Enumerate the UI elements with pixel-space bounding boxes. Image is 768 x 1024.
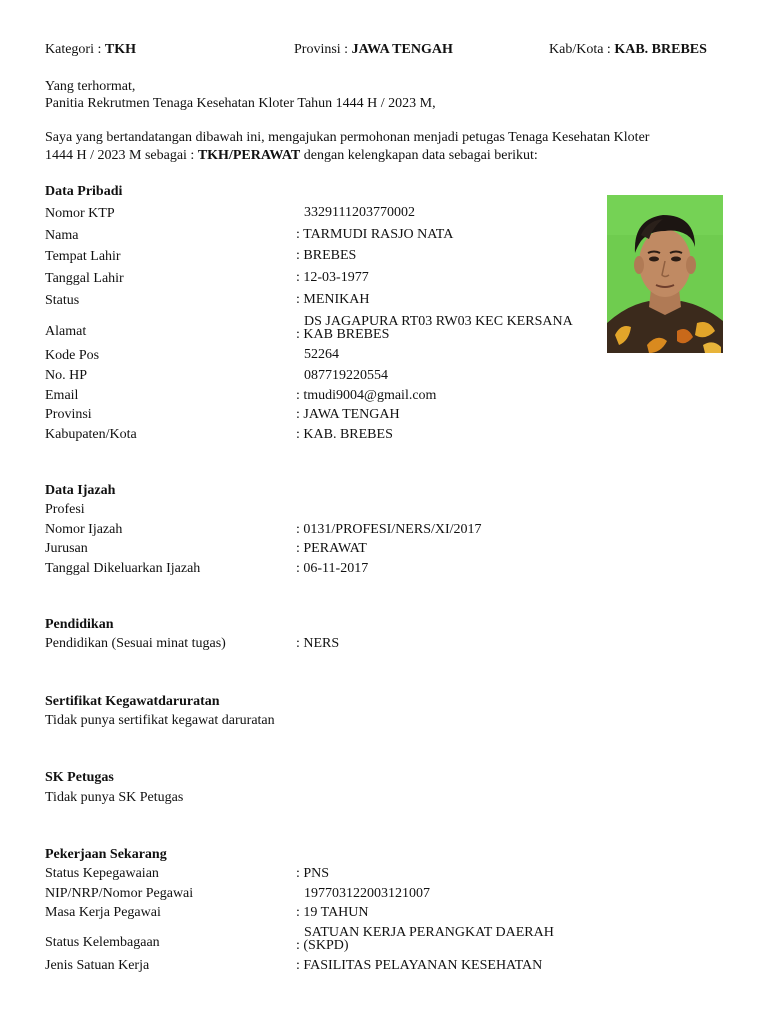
intro-role: TKH/PERAWAT	[197, 148, 301, 163]
section-title-sk-petugas: SK Petugas	[45, 770, 114, 785]
value-alamat-line2: : KAB BREBES	[296, 327, 390, 342]
value-jurusan: : PERAWAT	[296, 541, 367, 556]
label-pendidikan: Pendidikan (Sesuai minat tugas)	[45, 636, 226, 651]
label-nip: NIP/NRP/Nomor Pegawai	[45, 886, 194, 901]
section-title-data-ijazah: Data Ijazah	[45, 483, 116, 498]
value-nip: 197703122003121007	[304, 886, 430, 901]
value-status-kelembagaan-line2: : (SKPD)	[296, 938, 349, 953]
label-status-kepegawaian: Status Kepegawaian	[45, 866, 159, 881]
intro-line2-suffix: dengan kelengkapan data sebagai berikut:	[300, 148, 538, 163]
kategori-value: TKH	[104, 42, 136, 57]
kategori-label: Kategori :	[45, 42, 105, 57]
kabkota-value: KAB. BREBES	[614, 42, 707, 57]
section-title-pendidikan: Pendidikan	[45, 617, 114, 632]
value-status-kepegawaian: : PNS	[296, 866, 330, 881]
label-jurusan: Jurusan	[45, 541, 88, 556]
label-kabupaten: Kabupaten/Kota	[45, 427, 137, 442]
value-provinsi: : JAWA TENGAH	[296, 407, 400, 422]
kabkota-label: Kab/Kota :	[549, 42, 615, 57]
label-provinsi: Provinsi	[45, 407, 92, 422]
label-tanggal-ijazah: Tanggal Dikeluarkan Ijazah	[45, 561, 201, 576]
label-tempat-lahir: Tempat Lahir	[45, 249, 121, 264]
salutation-line2: Panitia Rekrutmen Tenaga Kesehatan Kloter Tahun 1444 H / 2023 M,	[45, 96, 436, 111]
section-title-sertifikat: Sertifikat Kegawatdaruratan	[45, 694, 220, 709]
value-nama: : TARMUDI RASJO NATA	[296, 227, 454, 242]
intro-line2-prefix: 1444 H / 2023 M sebagai :	[45, 148, 198, 163]
label-nomor-ktp: Nomor KTP	[45, 206, 115, 221]
label-profesi: Profesi	[45, 502, 85, 517]
header-provinsi	[294, 42, 453, 58]
header-kategori	[45, 42, 136, 58]
value-tempat-lahir: : BREBES	[296, 248, 357, 263]
provinsi-value: JAWA TENGAH	[351, 42, 453, 57]
label-no-hp: No. HP	[45, 368, 88, 383]
salutation-line1: Yang terhormat,	[45, 79, 136, 94]
value-status: : MENIKAH	[296, 292, 370, 307]
value-status-kelembagaan-line1: SATUAN KERJA PERANGKAT DAERAH	[304, 925, 554, 940]
intro-line2	[45, 148, 538, 164]
label-nomor-ijazah: Nomor Ijazah	[45, 522, 123, 537]
label-status: Status	[45, 293, 80, 308]
section-title-pekerjaan: Pekerjaan Sekarang	[45, 847, 167, 862]
label-kode-pos: Kode Pos	[45, 348, 100, 363]
value-pendidikan: : NERS	[296, 636, 340, 651]
label-nama: Nama	[45, 228, 79, 243]
label-tanggal-lahir: Tanggal Lahir	[45, 271, 124, 286]
value-email: : tmudi9004@gmail.com	[296, 388, 437, 403]
value-kabupaten: : KAB. BREBES	[296, 427, 393, 442]
value-no-hp: 087719220554	[304, 368, 388, 383]
applicant-photo	[607, 195, 723, 353]
label-status-kelembagaan: Status Kelembagaan	[45, 935, 160, 950]
value-kode-pos: 52264	[304, 347, 339, 362]
label-jenis-satuan: Jenis Satuan Kerja	[45, 958, 150, 973]
sertifikat-text: Tidak punya sertifikat kegawat daruratan	[45, 713, 275, 728]
applicant-photo-icon	[607, 195, 723, 353]
value-nomor-ijazah: : 0131/PROFESI/NERS/XI/2017	[296, 522, 482, 537]
label-alamat: Alamat	[45, 324, 87, 339]
value-tanggal-lahir: : 12-03-1977	[296, 270, 369, 285]
value-jenis-satuan: : FASILITAS PELAYANAN KESEHATAN	[296, 958, 543, 973]
value-alamat-line1: DS JAGAPURA RT03 RW03 KEC KERSANA	[304, 314, 573, 329]
intro-line1: Saya yang bertandatangan dibawah ini, mengajukan permohonan menjadi petugas Tenaga Kesehatan Kloter	[45, 130, 650, 145]
label-masa-kerja: Masa Kerja Pegawai	[45, 905, 161, 920]
provinsi-label: Provinsi :	[294, 42, 352, 57]
header-kabkota	[549, 42, 707, 58]
value-masa-kerja: : 19 TAHUN	[296, 905, 369, 920]
label-email: Email	[45, 388, 79, 403]
value-nomor-ktp: 3329111203770002	[304, 205, 415, 220]
sk-petugas-text: Tidak punya SK Petugas	[45, 790, 184, 805]
value-tanggal-ijazah: : 06-11-2017	[296, 561, 369, 576]
section-title-data-pribadi: Data Pribadi	[45, 184, 123, 199]
